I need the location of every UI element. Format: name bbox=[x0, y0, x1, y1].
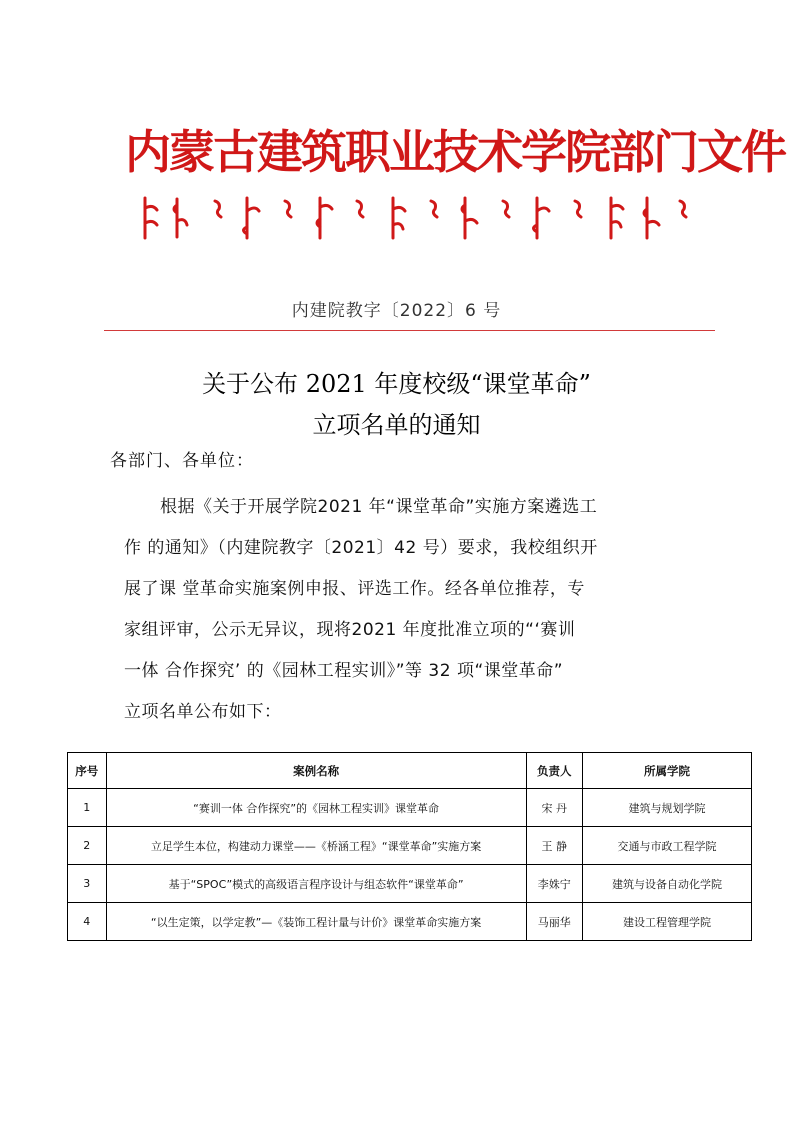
header-college: 所属学院 bbox=[582, 753, 751, 789]
table-row bbox=[68, 903, 752, 941]
red-divider-line bbox=[104, 330, 715, 331]
header-case-name: 案例名称 bbox=[106, 753, 526, 789]
table-row bbox=[68, 827, 752, 865]
cell-serial-number: 4 bbox=[68, 903, 107, 941]
cell-case-name: 立足学生本位，构建动力课堂——《桥涵工程》“课堂革命”实施方案 bbox=[106, 827, 526, 865]
document-number: 内建院教字〔2022〕6 号 bbox=[291, 301, 502, 321]
cell-case-name: “以生定策，以学定教”—《装饰工程计量与计价》课堂革命实施方案 bbox=[106, 903, 526, 941]
body-paragraph-line: 展了课 堂革命实施案例申报、评选工作。经各单位推荐，专 bbox=[124, 579, 585, 599]
cell-serial-number: 2 bbox=[68, 827, 107, 865]
cell-college: 交通与市政工程学院 bbox=[582, 827, 751, 865]
mongolian-script-logo bbox=[135, 193, 695, 243]
document-header-title: 内蒙古建筑职业技术学院部门文件 bbox=[125, 125, 785, 179]
notice-title-line-2: 立项名单的通知 bbox=[312, 411, 481, 439]
cell-person-in-charge: 王 静 bbox=[526, 827, 582, 865]
table-header-row bbox=[68, 753, 752, 789]
salutation: 各部门、各单位： bbox=[110, 451, 254, 471]
body-paragraph-line: 立项名单公布如下： bbox=[124, 702, 282, 722]
cell-serial-number: 1 bbox=[68, 789, 107, 827]
cell-college: 建筑与规划学院 bbox=[582, 789, 751, 827]
notice-title-line-1: 关于公布 2021 年度校级“课堂革命” bbox=[202, 370, 591, 398]
body-paragraph-line: 一体 合作探究’ 的《园林工程实训》”等 32 项“课堂革命” bbox=[124, 661, 564, 681]
cell-person-in-charge: 宋 丹 bbox=[526, 789, 582, 827]
body-paragraph-line: 根据《关于开展学院2021 年“课堂革命”实施方案遴选工 bbox=[160, 497, 598, 517]
cell-case-name: “赛训一体 合作探究”的《园林工程实训》课堂革命 bbox=[106, 789, 526, 827]
cell-person-in-charge: 马丽华 bbox=[526, 903, 582, 941]
cell-college: 建筑与设备自动化学院 bbox=[582, 865, 751, 903]
table-row bbox=[68, 865, 752, 903]
body-paragraph-line: 作 的通知》（内建院教字〔2021〕42 号）要求，我校组织开 bbox=[124, 538, 598, 558]
cell-college: 建设工程管理学院 bbox=[582, 903, 751, 941]
body-paragraph-line: 家组评审，公示无异议，现将2021 年度批准立项的“‘赛训 bbox=[124, 620, 576, 640]
cell-person-in-charge: 李姝宁 bbox=[526, 865, 582, 903]
table-row bbox=[68, 789, 752, 827]
cell-case-name: 基于“SPOC”模式的高级语言程序设计与组态软件“课堂革命” bbox=[106, 865, 526, 903]
project-list-table bbox=[67, 752, 752, 941]
mongolian-script-graphic bbox=[135, 193, 695, 243]
cell-serial-number: 3 bbox=[68, 865, 107, 903]
header-serial-number: 序号 bbox=[68, 753, 107, 789]
header-person-in-charge: 负责人 bbox=[526, 753, 582, 789]
